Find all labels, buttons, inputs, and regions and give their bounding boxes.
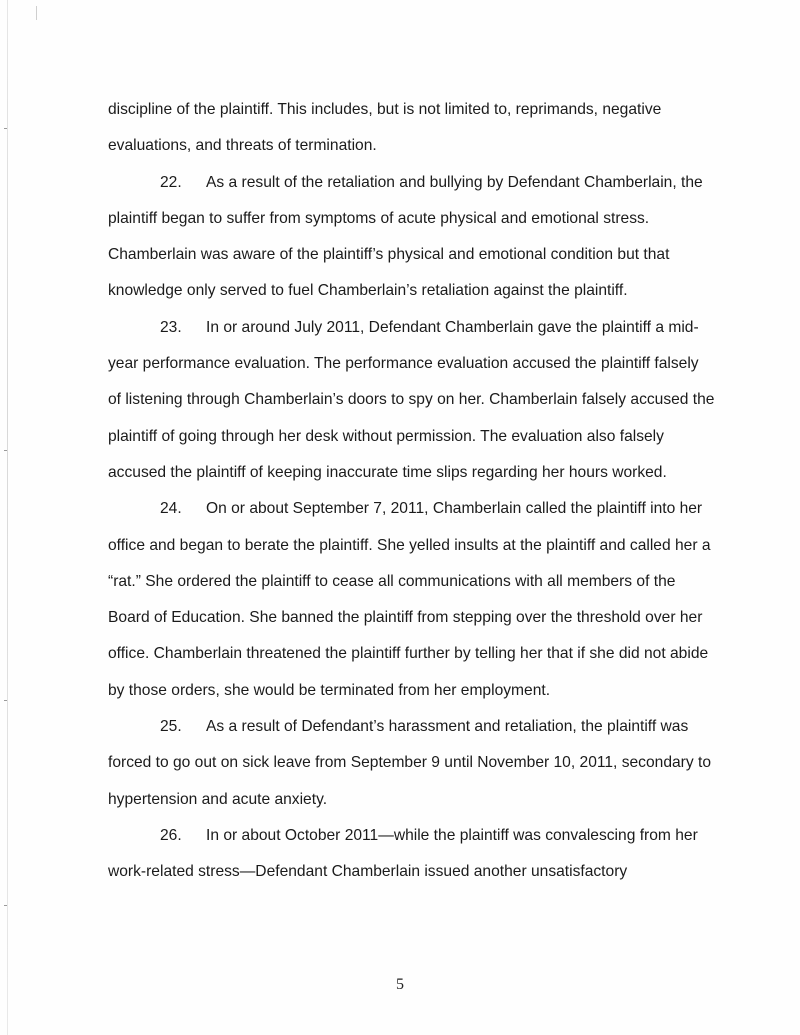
scan-edge-mark (4, 450, 7, 451)
paragraph-number: 22. (160, 173, 182, 191)
text-line: forced to go out on sick leave from September 9 until November 10, 2011, secondary to (108, 754, 712, 772)
paragraph-number: 26. (160, 826, 182, 844)
paragraph-first-line (108, 165, 748, 201)
paragraph-first-line (108, 310, 748, 346)
text-line: work-related stress—Defendant Chamberlain issued another unsatisfactory (108, 863, 628, 881)
paragraph-lead-text: On or about September 7, 2011, Chamberlain called the plaintiff into her (206, 500, 703, 518)
text-line: by those orders, she would be terminated from her employment. (108, 681, 551, 699)
paragraph-number: 25. (160, 718, 182, 736)
paragraph-22 (108, 165, 748, 310)
scan-top-mark (36, 6, 37, 20)
text-line: knowledge only served to fuel Chamberlain’s retaliation against the plaintiff. (108, 282, 628, 300)
paragraph-lead-text: As a result of the retaliation and bullying by Defendant Chamberlain, the (206, 173, 703, 191)
text-line: hypertension and acute anxiety. (108, 790, 328, 808)
text-line: office. Chamberlain threatened the plaintiff further by telling her that if she did not abide (108, 645, 709, 663)
paragraph-25 (108, 709, 748, 818)
scan-edge-line (7, 0, 8, 1035)
scan-edge-mark (4, 128, 7, 129)
paragraph-26 (108, 818, 748, 891)
paragraph-lead-text: As a result of Defendant’s harassment and retaliation, the plaintiff was (206, 718, 689, 736)
text-line: evaluations, and threats of termination. (108, 137, 377, 155)
text-line: year performance evaluation. The performance evaluation accused the plaintiff falsely (108, 355, 699, 373)
paragraph-first-line (108, 491, 748, 527)
scan-edge-mark (4, 905, 7, 906)
paragraph-number: 23. (160, 318, 182, 336)
paragraph-first-line (108, 709, 748, 745)
text-line: “rat.” She ordered the plaintiff to cease all communications with all members of the (108, 572, 676, 590)
text-line: discipline of the plaintiff. This includes, but is not limited to, reprimands, negative (108, 101, 662, 118)
paragraph-lead-text: In or about October 2011—while the plaintiff was convalescing from her (206, 826, 698, 844)
paragraph-24 (108, 491, 748, 709)
text-line: plaintiff began to suffer from symptoms of acute physical and emotional stress. (108, 209, 650, 227)
document-body (108, 92, 748, 891)
text-line: accused the plaintiff of keeping inaccurate time slips regarding her hours worked. (108, 463, 667, 481)
scan-edge-mark (4, 700, 7, 701)
text-line: Chamberlain was aware of the plaintiff’s physical and emotional condition but that (108, 246, 670, 264)
text-line: plaintiff of going through her desk without permission. The evaluation also falsely (108, 427, 664, 445)
text-line: of listening through Chamberlain’s doors to spy on her. Chamberlain falsely accused the (108, 391, 715, 409)
paragraph-first-line (108, 818, 748, 854)
paragraph-23 (108, 310, 748, 491)
text-line: office and began to berate the plaintiff. She yelled insults at the plaintiff and called her a (108, 536, 711, 554)
paragraph-number: 24. (160, 500, 182, 518)
page-number: 5 (396, 976, 404, 993)
text-line: Board of Education. She banned the plaintiff from stepping over the threshold over her (108, 609, 703, 627)
paragraph-lead-text: In or around July 2011, Defendant Chamberlain gave the plaintiff a mid- (206, 318, 699, 336)
